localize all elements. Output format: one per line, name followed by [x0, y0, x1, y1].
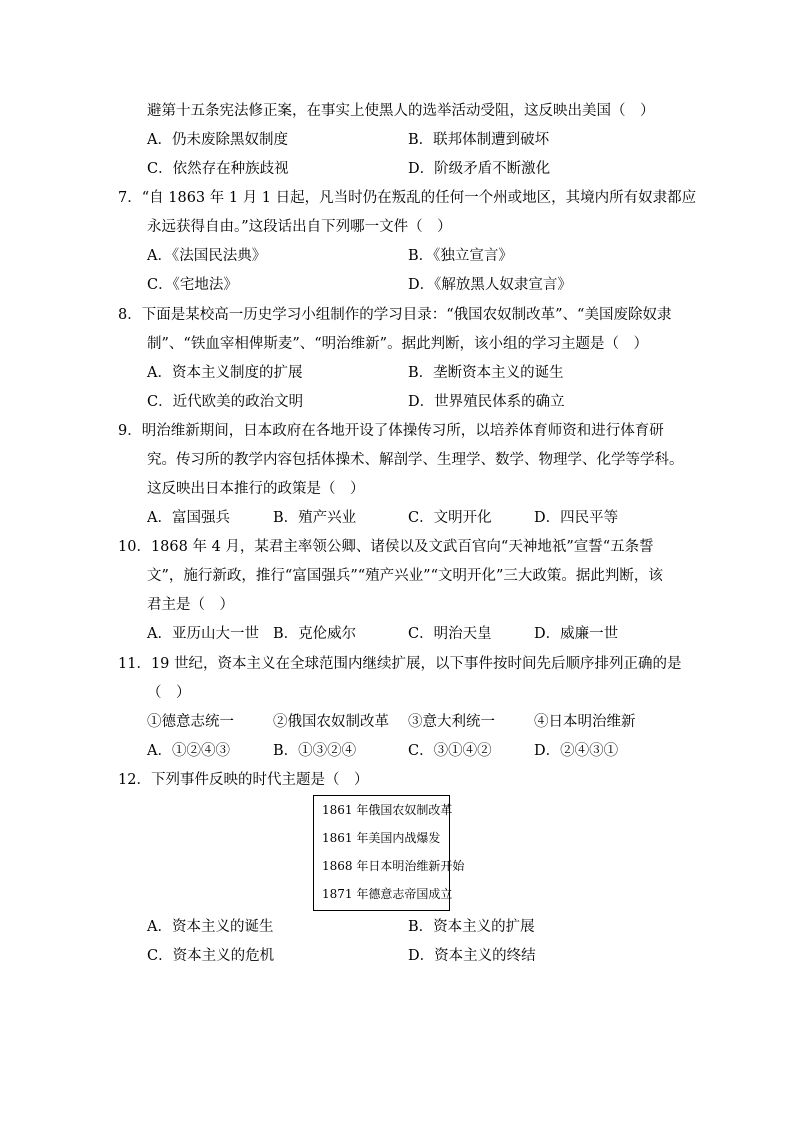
q9-option-a: A．富国强兵	[147, 510, 230, 526]
q8-option-d: D．世界殖民体系的确立	[408, 394, 565, 410]
q10-option-d: D．威廉一世	[534, 626, 619, 642]
q10-option-c: C．明治天皇	[408, 626, 492, 642]
q7-option-a: A．《法国民法典》	[147, 248, 267, 264]
q12-option-d: D．资本主义的终结	[408, 948, 536, 964]
q6-stem-continued: 避第十五条宪法修正案，在事实上使黑人的选举活动受阻，这反映出美国（ ）	[147, 103, 655, 119]
q9-stem-line3: 这反映出日本推行的政策是（ ）	[147, 481, 365, 497]
q7-option-d: D．《解放黑人奴隶宣言》	[408, 277, 572, 293]
q10-stem-line3: 君主是（ ）	[147, 597, 234, 613]
q11-option-b: B．①③②④	[273, 743, 357, 759]
q12-option-c: C．资本主义的危机	[147, 948, 275, 964]
q6-option-a: A．仍未废除黑奴制度	[147, 132, 288, 148]
q7-stem-line1: 7．“自 1863 年 1 月 1 日起，凡当时仍在叛乱的任何一个州或地区，其境内所有奴隶都应	[118, 190, 697, 206]
q10-stem-line1: 10．1868 年 4 月，某君主率领公卿、诸侯以及文武百官向“天神地祇”宣誓“五条誓	[118, 539, 654, 555]
q11-option-d: D．②④③①	[534, 743, 619, 759]
q8-option-c: C．近代欧美的政治文明	[147, 394, 304, 410]
q11-option-a: A．①②④③	[147, 743, 230, 759]
q7-stem-line2: 永远获得自由。”这段话出自下列哪一文件（ ）	[147, 219, 452, 235]
q9-option-d: D．四民平等	[534, 510, 619, 526]
q8-stem-line2: 制”、“铁血宰相俾斯麦”、“明治维新”。据此判断，该小组的学习主题是（ ）	[147, 336, 649, 352]
q10-option-b: B．克伦威尔	[273, 626, 357, 642]
q11-item-2: ②俄国农奴制改革	[273, 714, 389, 730]
q11-stem-line1: 11．19 世纪，资本主义在全球范围内继续扩展，以下事件按时间先后顺序排列正确的是	[118, 656, 682, 672]
q10-stem-line2: 文”，施行新政，推行“富国强兵”“殖产兴业”“文明开化”三大政策。据此判断，该	[147, 568, 663, 584]
q7-option-c: C．《宅地法》	[147, 277, 238, 293]
q11-item-3: ③意大利统一	[408, 714, 495, 730]
q9-option-b: B．殖产兴业	[273, 510, 357, 526]
q11-item-4: ④日本明治维新	[534, 714, 636, 730]
q6-option-d: D．阶级矛盾不断激化	[408, 161, 551, 177]
q8-option-a: A．资本主义制度的扩展	[147, 365, 303, 381]
q6-option-b: B．联邦体制遭到破坏	[408, 132, 550, 148]
q12-event-4: 1871 年德意志帝国成立	[322, 887, 453, 901]
q10-option-a: A．亚历山大一世	[147, 626, 259, 642]
q11-item-1: ①德意志统一	[147, 714, 234, 730]
q12-event-3: 1868 年日本明治维新开始	[322, 859, 465, 873]
q11-stem-line2: （ ）	[147, 685, 191, 701]
q12-event-2: 1861 年美国内战爆发	[322, 831, 441, 845]
q12-option-b: B．资本主义的扩展	[408, 919, 535, 935]
q7-option-b: B．《独立宣言》	[408, 248, 513, 264]
q11-option-c: C．③①④②	[408, 743, 492, 759]
q12-stem: 12．下列事件反映的时代主题是（ ）	[118, 772, 369, 788]
q9-stem-line1: 9．明治维新期间，日本政府在各地开设了体操传习所，以培养体育师资和进行体育研	[118, 423, 664, 439]
q6-option-c: C．依然存在种族歧视	[147, 161, 289, 177]
q9-option-c: C．文明开化	[408, 510, 492, 526]
q8-stem-line1: 8．下面是某校高一历史学习小组制作的学习目录：“俄国农奴制改革”、“美国废除奴隶	[118, 307, 672, 323]
q12-option-a: A．资本主义的诞生	[147, 919, 274, 935]
q12-event-box	[313, 795, 465, 911]
q12-event-1: 1861 年俄国农奴制改革	[322, 803, 453, 817]
q8-option-b: B．垄断资本主义的诞生	[408, 365, 564, 381]
q9-stem-line2: 究。传习所的教学内容包括体操术、解剖学、生理学、数学、物理学、化学等学科。	[147, 452, 684, 468]
